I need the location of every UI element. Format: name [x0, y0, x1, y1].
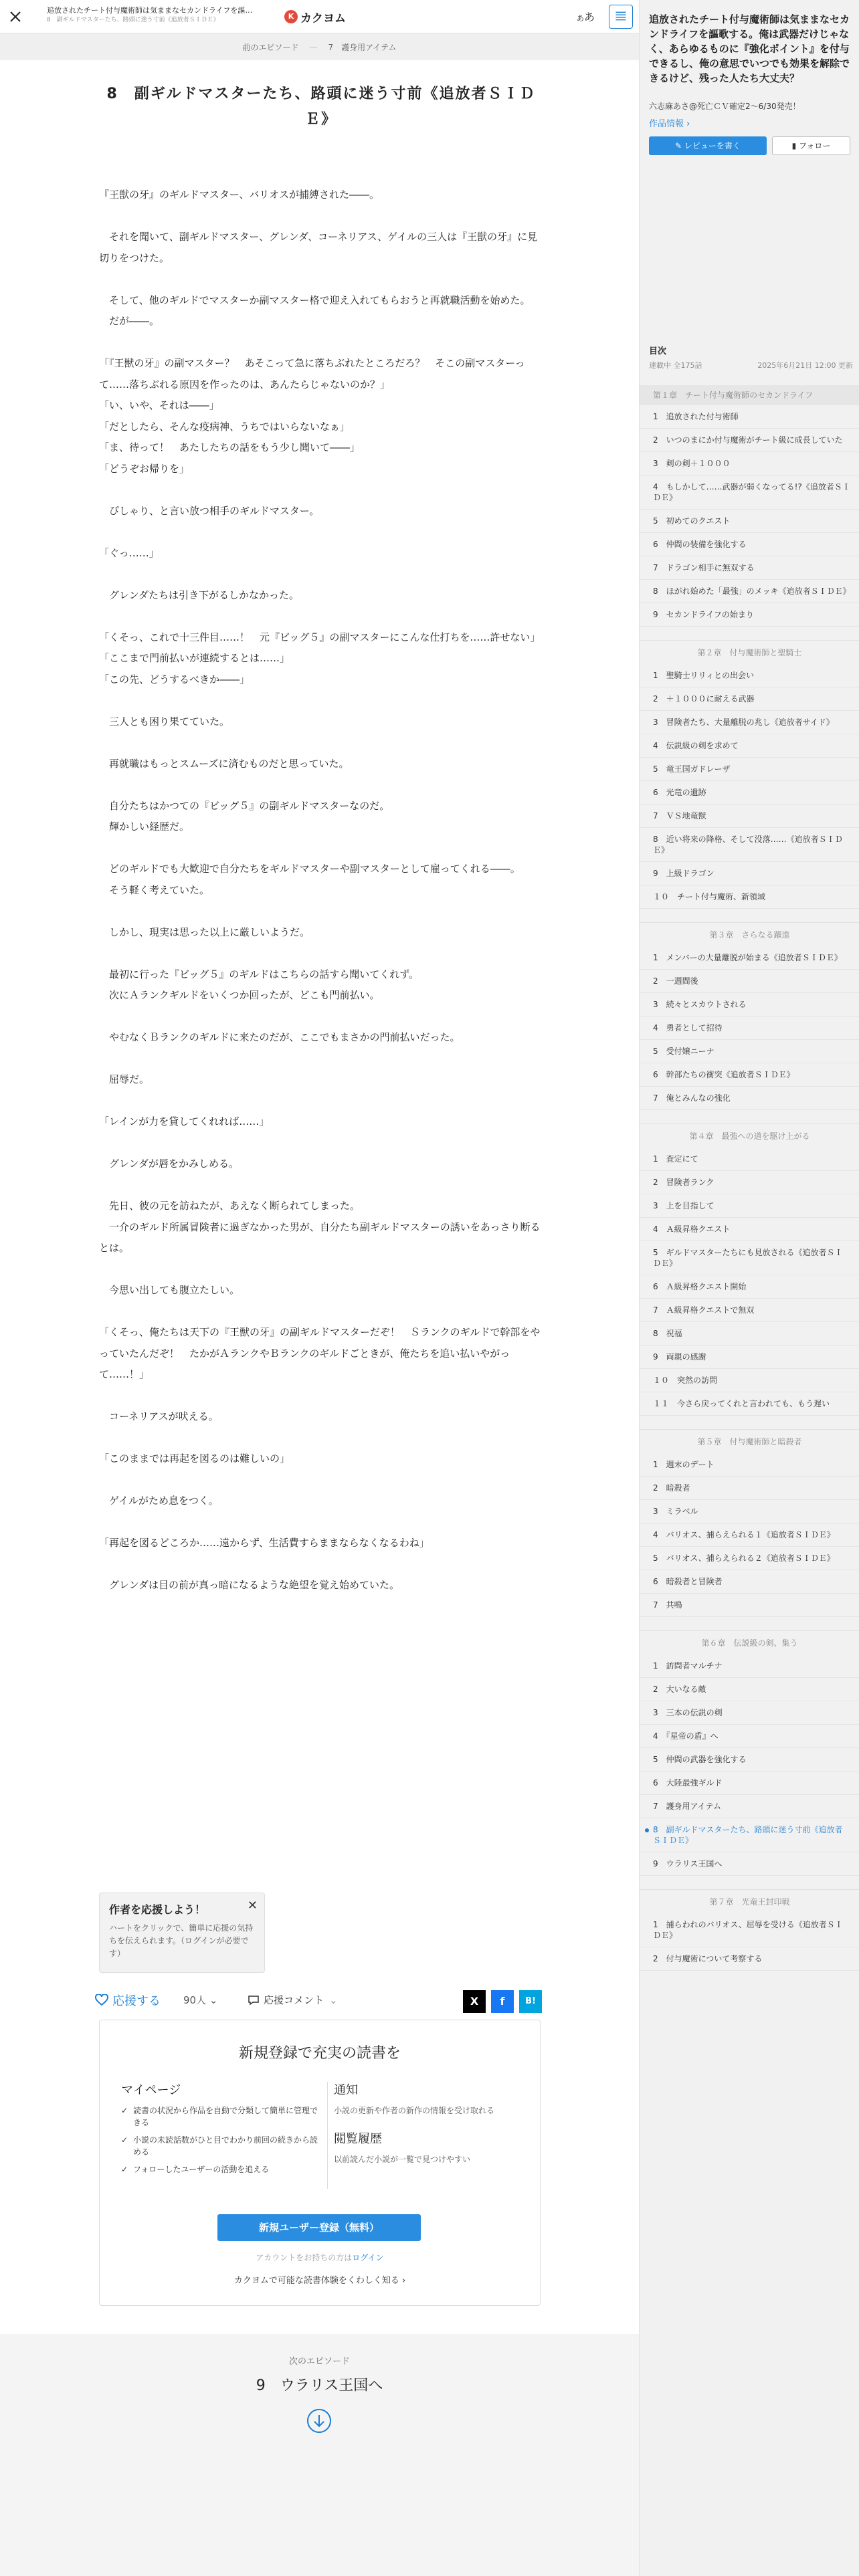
follow-button[interactable] — [772, 136, 850, 155]
blank-line — [99, 1175, 541, 1196]
comment-icon — [248, 1995, 260, 2006]
body-paragraph: ゲイルがため息をつく。 — [99, 1495, 219, 1507]
register-mypage-col — [121, 2080, 322, 2181]
header-episode-title: 8 副ギルドマスターたち、路頭に迷う寸前《追放者ＳＩＤＥ》 — [47, 17, 219, 23]
toc-chapter-heading: 第３章 さらなる躍進 — [640, 922, 859, 946]
toc-episode[interactable]: 4 バリオス、捕らえられる１《追放者ＳＩＤＥ》 — [640, 1523, 859, 1547]
cheer-count[interactable]: 90人 ⌄ — [183, 1994, 218, 2006]
toc-chapter-heading: 第４章 最強への道を駆け上がる — [640, 1123, 859, 1148]
toc-chapter-heading: 第５章 付与魔術師と暗殺者 — [640, 1429, 859, 1453]
toc-episode[interactable]: 3 剣の剣＋１０００ — [640, 452, 859, 475]
login-prompt — [100, 2252, 540, 2263]
toc-episode[interactable]: 9 上級ドラゴン — [640, 862, 859, 885]
blank-line — [99, 1470, 541, 1491]
body-paragraph: グレンダは目の前が真っ暗になるような絶望を覚え始めていた。 — [99, 1579, 400, 1591]
toc-chapter-heading: 第１章 チート付与魔術師のセカンドライフ — [640, 385, 859, 405]
login-prefix: アカウントをお持ちの方は — [256, 2253, 353, 2262]
body-paragraph: グレンダが唇をかみしめる。 — [99, 1158, 240, 1170]
cheer-count-value: 90人 — [183, 1994, 207, 2006]
mypage-item: ✓ 小説の未読話数がひと目でわかり前回の続きから読める — [121, 2134, 322, 2158]
toc-episode[interactable]: １１ 今さら戻ってくれと言われても、もう遅い — [640, 1392, 859, 1416]
toc-episode[interactable]: １０ チート付与魔術、新領域 — [640, 885, 859, 909]
toc-episode[interactable]: 3 続々とスカウトされる — [640, 993, 859, 1016]
next-episode-title[interactable]: 9 ウラリス王国へ — [256, 2377, 383, 2394]
body-paragraph: 屈辱だ。 — [99, 1073, 150, 1085]
toc-episode[interactable]: 6 Ａ級昇格クエスト開始 — [640, 1275, 859, 1299]
comment-button[interactable]: 応援コメント ⌄ — [248, 1993, 338, 2007]
toc-episode[interactable]: 1 捕らわれのバリオス、屈辱を受ける《追放者ＳＩＤＥ》 — [640, 1913, 859, 1947]
body-paragraph: 「い、いや、それは――」 — [99, 399, 219, 411]
toc-episode[interactable]: 2 いつのまにか付与魔術がチート級に成長していた — [640, 429, 859, 452]
toc-episode[interactable]: 9 両親の感謝 — [640, 1346, 859, 1369]
body-paragraph: 「『王獣の牙』の副マスター？ あそこって急に落ちぶれたところだろ？ そこの副マスターって……落ちぶれる原因を作ったのは、あんたらじゃないのか？」 — [99, 357, 525, 391]
toc-updated: 2025年6月21日 12:00 更新 — [757, 361, 853, 370]
toc-episode[interactable]: 7 護身用アイテム — [640, 1795, 859, 1818]
font-button-label: あ — [584, 11, 595, 23]
toc-episode[interactable]: 4 勇者として招待 — [640, 1016, 859, 1040]
header-work-title[interactable]: 追放されたチート付与魔術師は気ままなセカンドライフを謳… — [47, 6, 253, 15]
close-icon[interactable]: ✕ — [247, 1899, 258, 1913]
blank-line — [99, 1512, 541, 1533]
work-info-link[interactable]: 作品情報 › — [649, 119, 690, 129]
blank-line — [99, 479, 541, 501]
font-button-prefix: あ — [577, 14, 584, 23]
blank-line — [99, 206, 541, 227]
bookmark-icon: ▮ — [791, 141, 799, 150]
toc-episode[interactable]: 7 共鳴 — [640, 1594, 859, 1617]
episode-nav — [0, 33, 639, 60]
body-paragraph: グレンダたちは引き下がるしかなかった。 — [99, 588, 300, 601]
review-label: レビューを書く — [684, 141, 741, 150]
toc-episode[interactable]: 3 三本の伝説の剣 — [640, 1701, 859, 1725]
body-paragraph: 三人とも困り果てていた。 — [99, 715, 230, 728]
blank-line — [99, 1006, 541, 1028]
body-paragraph: 「どうぞお帰りを」 — [99, 462, 190, 475]
login-link[interactable]: ログイン — [352, 2253, 384, 2262]
kakuyomu-logo[interactable] — [284, 8, 346, 25]
toc-episode[interactable]: 2 大いなる敵 — [640, 1678, 859, 1701]
body-paragraph: 一介のギルド所属冒険者に過ぎなかった男が、自分たち副ギルドマスターの誘いをあっさり断るとは。 — [99, 1220, 541, 1254]
body-paragraph: 「ぐっ……」 — [99, 546, 159, 559]
toc-episode[interactable]: 2 暗殺者 — [640, 1477, 859, 1500]
toc-episode[interactable]: 6 大陸最強ギルド — [640, 1772, 859, 1795]
history-desc: 以前読んだ小説が一覧で見つけやすい — [334, 2155, 471, 2164]
next-episode-section — [0, 2334, 639, 2576]
body-paragraph: 次にＡランクギルドをいくつか回ったが、どこも門前払い。 — [99, 989, 380, 1001]
comment-label: 応援コメント — [264, 1994, 324, 2006]
toc-episode[interactable]: 5 竜王国ガドレーザ — [640, 758, 859, 781]
toc-episode[interactable]: 7 Ａ級昇格クエストで無双 — [640, 1299, 859, 1322]
body-paragraph: だが――。 — [99, 315, 160, 327]
blank-line — [99, 522, 541, 543]
toc-episode[interactable]: 6 幹部たちの衝突《追放者ＳＩＤＥ》 — [640, 1063, 859, 1087]
toc-episode[interactable]: 8 近い将来の降格、そして没落……《追放者ＳＩＤＥ》 — [640, 828, 859, 862]
episode-title: 8 副ギルドマスターたち、路頭に迷う寸前《追放者ＳＩＤＥ》 — [106, 86, 536, 128]
share-buttons — [458, 1990, 542, 2013]
toc-chapter-heading: 第６章 伝説級の剣、集う — [640, 1630, 859, 1654]
body-paragraph: 「再起を図るどころか……遠からず、生活費すらままならなくなるわね」 — [99, 1537, 430, 1549]
register-notify-col — [334, 2080, 521, 2178]
toc-menu-icon[interactable] — [609, 5, 633, 29]
toc-episode[interactable]: 5 初めてのクエスト — [640, 510, 859, 533]
toc-episode[interactable]: 4 Ａ級昇格クエスト — [640, 1218, 859, 1241]
blank-line — [99, 564, 541, 585]
blank-line — [99, 1554, 541, 1576]
body-paragraph: 「レインが力を貸してくれれば……」 — [99, 1115, 270, 1128]
blank-line — [99, 332, 541, 354]
body-paragraph: そして、他のギルドでマスターか副マスター格で迎え入れてもらおうと再就職活動を始めた。 — [99, 294, 531, 306]
toc-episode[interactable]: 8 祝福 — [640, 1322, 859, 1346]
sidebar-author[interactable]: 六志麻あさ@死亡ＣＶ確定2〜6/30発売！ — [649, 102, 801, 111]
body-paragraph: 「ここまで門前払いが連続するとは……」 — [99, 652, 290, 664]
pencil-icon: ✎ — [675, 141, 684, 150]
body-paragraph: それを聞いて、副ギルドマスター、グレンダ、コーネリアス、ゲイルの三人は『王獣の牙』に見切りをつけた。 — [99, 231, 538, 264]
blank-line — [99, 1386, 541, 1407]
facebook-share-icon[interactable]: f — [491, 1990, 514, 2013]
blank-line — [99, 269, 541, 290]
cheer-popup-desc: ハートをクリックで、簡単に応援の気持ちを伝えられます。（ログインが必要です） — [109, 1923, 254, 1958]
logo-text: カクヨム — [300, 11, 346, 25]
toc-episode[interactable]: 6 暗殺者と冒険者 — [640, 1570, 859, 1594]
chapter-gap — [640, 1416, 859, 1429]
toc-label: 目次 — [649, 346, 667, 356]
body-paragraph: 「だとしたら、そんな疫病神、うちではいらないなぁ」 — [99, 420, 350, 433]
blank-line — [99, 1259, 541, 1281]
chapter-gap — [640, 1617, 859, 1630]
blank-line — [99, 1091, 541, 1112]
learn-more-link[interactable]: カクヨムで可能な読書体験をくわしく知る › — [233, 2276, 406, 2286]
register-card — [99, 2020, 541, 2306]
body-paragraph: 輝かしい経歴だ。 — [99, 821, 190, 833]
body-paragraph: 自分たちはかつての『ビッグ５』の副ギルドマスターなのだ。 — [99, 799, 390, 812]
cheer-popup-title: 作者を応援しよう！ — [109, 1903, 206, 1916]
cheer-button[interactable] — [95, 1992, 161, 2009]
body-paragraph: 「ま、待って！ あたしたちの話をもう少し聞いて――」 — [99, 441, 361, 453]
heart-icon — [95, 1994, 108, 2006]
toc-episode[interactable]: 4 伝説級の剣を求めて — [640, 734, 859, 758]
toc-episode[interactable]: 3 ミラベル — [640, 1500, 859, 1523]
chapter-gap — [640, 1110, 859, 1123]
chapter-gap — [640, 627, 859, 640]
logo-mark-icon: K — [284, 10, 298, 23]
body-paragraph: どのギルドでも大歓迎で自分たちをギルドマスターや副マスターとして雇ってくれる――。 — [99, 863, 520, 875]
body-paragraph: 今思い出しても腹立たしい。 — [99, 1284, 240, 1296]
toc-episode[interactable]: 2 一週間後 — [640, 970, 859, 993]
body-paragraph: やむなくＢランクのギルドに来たのだが、ここでもまさかの門前払いだった。 — [99, 1031, 460, 1043]
body-paragraph: 最初に行った『ビッグ５』のギルドはこちらの話すら聞いてくれず。 — [99, 968, 419, 980]
blank-line — [99, 943, 541, 964]
arrow-down-circle-icon[interactable] — [306, 2407, 332, 2434]
write-review-button[interactable] — [649, 136, 767, 155]
toc-sidebar — [639, 0, 859, 2576]
notify-title: 通知 — [334, 2083, 358, 2097]
body-paragraph: 「このままでは再起を図るのは難しいの」 — [99, 1453, 290, 1465]
mypage-item: ✓ フォローしたユーザーの活動を追える — [121, 2163, 322, 2175]
x-share-icon[interactable]: X — [463, 1990, 486, 2013]
body-paragraph: 先日、彼の元を訪ねたが、あえなく断られてしまった。 — [99, 1200, 361, 1212]
divider — [327, 2082, 328, 2189]
mypage-title: マイページ — [121, 2083, 181, 2097]
toc-episode[interactable]: 7 ドラゴン相手に無双する — [640, 556, 859, 580]
prev-episode-link[interactable]: 前のエピソード — [242, 42, 299, 52]
history-title: 閲覧履歴 — [334, 2132, 382, 2146]
blank-line — [99, 774, 541, 796]
body-paragraph: 「くそっ、俺たちは天下の『王獣の牙』の副ギルドマスターだぞ！ Ｓランクのギルドで幹部をやっていたんだぞ！ たかがＡランクやＢランクのギルドごときが、俺たちを追い払いやがって……！」 — [99, 1326, 541, 1380]
toc-episode[interactable]: 1 査定にて — [640, 1148, 859, 1171]
episode-actions — [95, 1986, 542, 2017]
cheer-popup — [99, 1893, 265, 1973]
toc-meta — [649, 360, 853, 370]
toc-episode[interactable]: 5 受付嬢ニーナ — [640, 1040, 859, 1063]
blank-line — [99, 690, 541, 712]
blank-line — [99, 606, 541, 627]
toc-episode[interactable]: 1 メンバーの大量離脱が始まる《追放者ＳＩＤＥ》 — [640, 946, 859, 970]
toc-episode[interactable]: 1 訪問者マルチナ — [640, 1654, 859, 1678]
toc-episode[interactable]: 1 週末のデート — [640, 1453, 859, 1477]
toc-episode[interactable]: 9 セカンドライフの始まり — [640, 603, 859, 627]
chapter-gap — [640, 1876, 859, 1889]
close-icon[interactable] — [7, 8, 24, 25]
font-settings-button[interactable] — [577, 9, 595, 24]
blank-line — [99, 1049, 541, 1070]
toc-episode[interactable]: 1 聖騎士リリィとの出会い — [640, 664, 859, 687]
body-paragraph: 再就職はもっとスムーズに済むものだと思っていた。 — [99, 757, 349, 770]
toc-episode[interactable]: 4 『星帝の盾』へ — [640, 1725, 859, 1748]
register-heading: 新規登録で充実の読書を — [238, 2045, 401, 2062]
toc-chapter-heading: 第２章 付与魔術師と聖騎士 — [640, 640, 859, 664]
toc-chapter-heading: 第７章 光竜王封印戦 — [640, 1889, 859, 1913]
episode-body — [99, 185, 541, 1596]
toc-episode[interactable]: 2 冒険者ランク — [640, 1171, 859, 1194]
body-paragraph: 『王獣の牙』のギルドマスター、バリオスが捕縛された――。 — [99, 189, 379, 201]
body-paragraph: 「くそっ、これで十三件目……！ 元『ビッグ５』の副マスターにこんな仕打ちを……許せない」 — [99, 631, 541, 643]
toc-episode[interactable]: １０ 突然の訪問 — [640, 1369, 859, 1392]
nav-separator: — — [309, 42, 318, 51]
hatena-share-icon[interactable]: B! — [519, 1990, 542, 2013]
toc-episode[interactable]: 8 ほがれ始めた「最強」のメッキ《追放者ＳＩＤＥ》 — [640, 580, 859, 603]
toc-episode[interactable]: 5 仲間の武器を強化する — [640, 1748, 859, 1772]
body-paragraph: しかし、現実は思った以上に厳しいようだ。 — [99, 926, 310, 938]
toc-list — [640, 385, 859, 1971]
blank-line — [99, 732, 541, 754]
toc-episode[interactable]: 6 光竜の遺跡 — [640, 781, 859, 804]
toc-episode[interactable]: 4 もしかして……武器が弱くなってる!?《追放者ＳＩＤＥ》 — [640, 475, 859, 510]
toc-episode[interactable]: 6 仲間の装備を強化する — [640, 533, 859, 556]
follow-label: フォロー — [799, 141, 831, 150]
toc-episode[interactable]: 3 上を目指して — [640, 1194, 859, 1218]
body-paragraph: 「この先、どうするべきか――」 — [99, 673, 250, 685]
toc-episode[interactable]: 7 俺とみんなの強化 — [640, 1087, 859, 1110]
chapter-gap — [640, 909, 859, 922]
toc-episode-current[interactable]: 8 副ギルドマスターたち、路頭に迷う寸前《追放者ＳＩＤＥ》 — [640, 1818, 859, 1852]
next-episode-label: 次のエピソード — [288, 2357, 350, 2367]
cheer-label: 応援する — [112, 1994, 161, 2008]
toc-episode[interactable]: 2 ＋１０００に耐える武器 — [640, 687, 859, 711]
body-paragraph: そう軽く考えていた。 — [99, 883, 210, 896]
reading-pane — [0, 60, 639, 2334]
register-button[interactable]: 新規ユーザー登録（無料） — [217, 2214, 421, 2241]
toc-episode[interactable]: 9 ウラリス王国へ — [640, 1852, 859, 1876]
sidebar-work-title[interactable]: 追放されたチート付与魔術師は気ままなセカンドライフを謳歌する。俺は武器だけじゃなく、あらゆるものに『強化ポイント』を付与できるし、俺の意思でいつでも効果を解除できるけど、残った人たち大丈夫？ — [649, 13, 850, 84]
toc-episode[interactable]: 3 冒険者たち、大量離脱の兆し《追放者サイド》 — [640, 711, 859, 734]
toc-episode[interactable]: 5 ギルドマスターたちにも見放される《追放者ＳＩＤＥ》 — [640, 1241, 859, 1275]
blank-line — [99, 1428, 541, 1449]
prev-episode-title[interactable]: 7 護身用アイテム — [328, 42, 397, 52]
body-paragraph: ぴしゃり、と言い放つ相手のギルドマスター。 — [99, 504, 320, 517]
header-titles[interactable] — [47, 5, 274, 25]
blank-line — [99, 1301, 541, 1323]
blank-line — [99, 838, 541, 859]
toc-count: 連載中 全175話 — [649, 361, 702, 370]
toc-episode[interactable]: 7 ＶＳ地竜獣 — [640, 804, 859, 828]
toc-episode[interactable]: 1 追放された付与術師 — [640, 405, 859, 429]
blank-line — [99, 901, 541, 922]
toc-episode[interactable]: 5 バリオス、捕らえられる２《追放者ＳＩＤＥ》 — [640, 1547, 859, 1570]
body-paragraph: コーネリアスが吠える。 — [99, 1410, 219, 1422]
notify-desc: 小説の更新や作者の新作の情報を受け取れる — [334, 2106, 495, 2115]
blank-line — [99, 1133, 541, 1154]
mypage-item: ✓ 読書の状況から作品を自動で分類して簡単に管理できる — [121, 2105, 322, 2129]
toc-episode[interactable]: 2 付与魔術について考察する — [640, 1947, 859, 1971]
